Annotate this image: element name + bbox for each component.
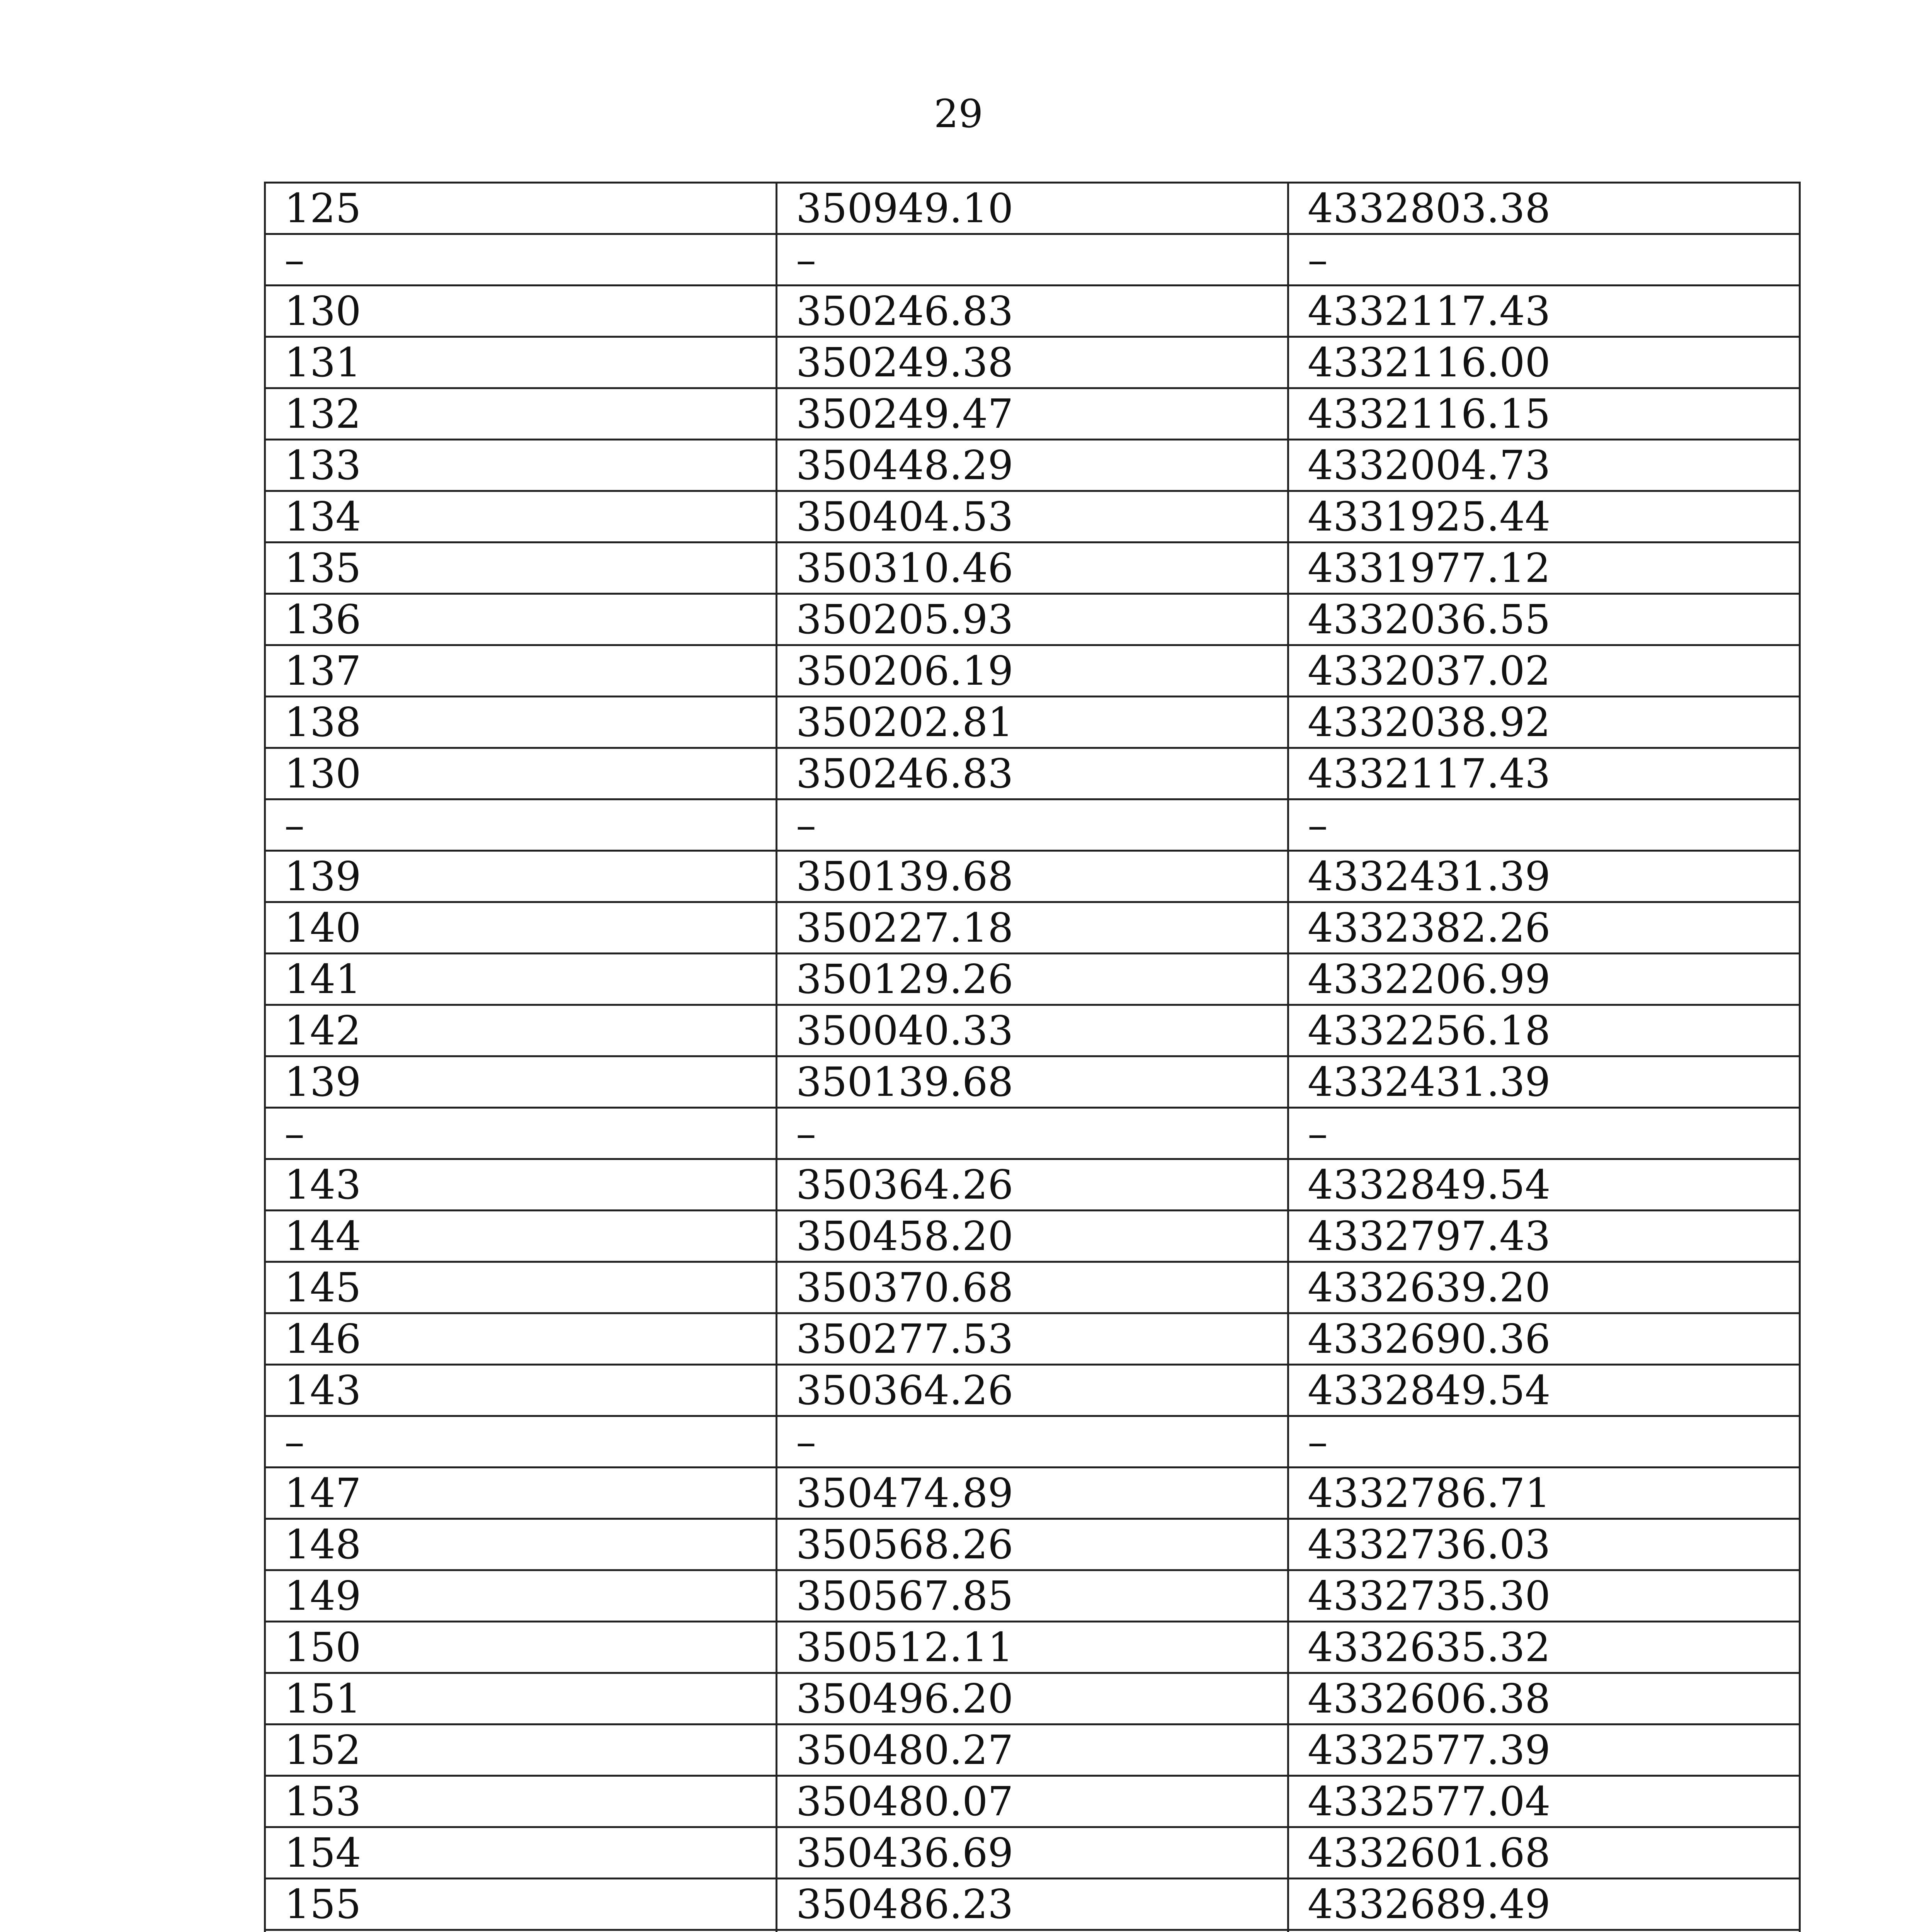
y-coordinate-cell: 4332601.68 [1288,1827,1800,1879]
table-row [265,1313,1800,1365]
y-coordinate-cell: 4332797.43 [1288,1211,1800,1262]
x-coordinate-cell: 350246.83 [777,286,1288,337]
x-coordinate-cell: 350496.20 [777,1673,1288,1725]
x-coordinate-cell: 350512.11 [777,1622,1288,1673]
x-coordinate-cell: 350249.38 [777,337,1288,388]
table-row [265,1776,1800,1827]
point-number-cell: 137 [265,645,777,697]
x-coordinate-cell: 350040.33 [777,1005,1288,1056]
point-number-cell: 135 [265,543,777,594]
table-row [265,1211,1800,1262]
point-number-cell: 134 [265,491,777,543]
y-coordinate-cell: 4332256.18 [1288,1005,1800,1056]
point-number-cell: 153 [265,1776,777,1827]
table-row [265,697,1800,748]
point-number-cell: 144 [265,1211,777,1262]
y-coordinate-cell: 4332206.99 [1288,954,1800,1005]
table-row [265,799,1800,851]
y-coordinate-cell: 4332004.73 [1288,440,1800,491]
point-number-cell: 149 [265,1570,777,1622]
point-number-cell: 130 [265,748,777,799]
x-coordinate-cell: – [777,234,1288,286]
y-coordinate-cell: 4332849.54 [1288,1365,1800,1416]
x-coordinate-cell: 350486.23 [777,1879,1288,1930]
x-coordinate-cell: 350404.53 [777,491,1288,543]
x-coordinate-cell: 350206.19 [777,645,1288,697]
y-coordinate-cell: 4332037.02 [1288,645,1800,697]
point-number-cell: – [265,1108,777,1159]
table-row [265,1519,1800,1570]
point-number-cell: 143 [265,1159,777,1211]
y-coordinate-cell: – [1288,234,1800,286]
y-coordinate-cell: 4332577.04 [1288,1776,1800,1827]
x-coordinate-cell: 350249.47 [777,388,1288,440]
table-row [265,645,1800,697]
y-coordinate-cell: 4332606.38 [1288,1673,1800,1725]
x-coordinate-cell: 350567.85 [777,1570,1288,1622]
point-number-cell [265,1930,777,1932]
table-row [265,1159,1800,1211]
point-number-cell: 155 [265,1879,777,1930]
x-coordinate-cell: 350310.46 [777,543,1288,594]
coordinates-table [264,182,1801,1932]
table-row [265,1262,1800,1313]
point-number-cell: 143 [265,1365,777,1416]
x-coordinate-cell: 350227.18 [777,902,1288,954]
y-coordinate-cell: 4332036.55 [1288,594,1800,645]
point-number-cell: 138 [265,697,777,748]
x-coordinate-cell: – [777,799,1288,851]
x-coordinate-cell: 350568.26 [777,1519,1288,1570]
point-number-cell: 142 [265,1005,777,1056]
table-row [265,388,1800,440]
x-coordinate-cell: 350139.68 [777,1056,1288,1108]
y-coordinate-cell: 4332803.38 [1288,183,1800,234]
table-row [265,1725,1800,1776]
table-row [265,234,1800,286]
point-number-cell: – [265,799,777,851]
table-row [265,1365,1800,1416]
point-number-cell: 146 [265,1313,777,1365]
point-number-cell: – [265,234,777,286]
x-coordinate-cell: 350436.69 [777,1827,1288,1879]
point-number-cell: 145 [265,1262,777,1313]
table-row [265,954,1800,1005]
y-coordinate-cell [1288,1930,1800,1932]
x-coordinate-cell: 350458.20 [777,1211,1288,1262]
table-row [265,491,1800,543]
x-coordinate-cell [777,1930,1288,1932]
y-coordinate-cell: 4332116.00 [1288,337,1800,388]
point-number-cell: 125 [265,183,777,234]
point-number-cell: 141 [265,954,777,1005]
point-number-cell: 148 [265,1519,777,1570]
x-coordinate-cell: – [777,1416,1288,1468]
point-number-cell: 151 [265,1673,777,1725]
y-coordinate-cell: 4332690.36 [1288,1313,1800,1365]
point-number-cell: 130 [265,286,777,337]
x-coordinate-cell: 350364.26 [777,1159,1288,1211]
table-row [265,1056,1800,1108]
point-number-cell: 140 [265,902,777,954]
table-row [265,183,1800,234]
y-coordinate-cell: 4332786.71 [1288,1468,1800,1519]
x-coordinate-cell: 350277.53 [777,1313,1288,1365]
table-row [265,748,1800,799]
point-number-cell: 132 [265,388,777,440]
table-row [265,1622,1800,1673]
table-row [265,1930,1800,1932]
y-coordinate-cell: – [1288,1416,1800,1468]
table-row [265,286,1800,337]
table-row [265,1005,1800,1056]
y-coordinate-cell: 4332736.03 [1288,1519,1800,1570]
x-coordinate-cell: 350139.68 [777,851,1288,902]
y-coordinate-cell: 4332689.49 [1288,1879,1800,1930]
x-coordinate-cell: 350205.93 [777,594,1288,645]
y-coordinate-cell: 4332116.15 [1288,388,1800,440]
table-row [265,543,1800,594]
y-coordinate-cell: 4332577.39 [1288,1725,1800,1776]
point-number-cell: 136 [265,594,777,645]
y-coordinate-cell: 4332431.39 [1288,851,1800,902]
page-number: 29 [934,91,983,136]
table-row [265,1468,1800,1519]
point-number-cell: 147 [265,1468,777,1519]
point-number-cell: – [265,1416,777,1468]
y-coordinate-cell: 4332849.54 [1288,1159,1800,1211]
table-row [265,440,1800,491]
x-coordinate-cell: 350448.29 [777,440,1288,491]
table-row [265,1879,1800,1930]
x-coordinate-cell: 350480.07 [777,1776,1288,1827]
x-coordinate-cell: 350129.26 [777,954,1288,1005]
y-coordinate-cell: 4332117.43 [1288,748,1800,799]
x-coordinate-cell: 350246.83 [777,748,1288,799]
y-coordinate-cell: 4332038.92 [1288,697,1800,748]
table-row [265,1416,1800,1468]
point-number-cell: 131 [265,337,777,388]
y-coordinate-cell: 4331977.12 [1288,543,1800,594]
table-row [265,851,1800,902]
x-coordinate-cell: – [777,1108,1288,1159]
y-coordinate-cell: – [1288,1108,1800,1159]
x-coordinate-cell: 350202.81 [777,697,1288,748]
x-coordinate-cell: 350364.26 [777,1365,1288,1416]
x-coordinate-cell: 350370.68 [777,1262,1288,1313]
x-coordinate-cell: 350480.27 [777,1725,1288,1776]
point-number-cell: 133 [265,440,777,491]
table-row [265,1570,1800,1622]
y-coordinate-cell: 4332431.39 [1288,1056,1800,1108]
table-row [265,337,1800,388]
point-number-cell: 154 [265,1827,777,1879]
table-row [265,902,1800,954]
y-coordinate-cell: 4332639.20 [1288,1262,1800,1313]
y-coordinate-cell: 4332117.43 [1288,286,1800,337]
table-row [265,1108,1800,1159]
coordinates-table-body [265,183,1800,1932]
table-row [265,1673,1800,1725]
y-coordinate-cell: 4332635.32 [1288,1622,1800,1673]
y-coordinate-cell: 4331925.44 [1288,491,1800,543]
y-coordinate-cell: – [1288,799,1800,851]
y-coordinate-cell: 4332382.26 [1288,902,1800,954]
table-row [265,594,1800,645]
point-number-cell: 152 [265,1725,777,1776]
point-number-cell: 139 [265,1056,777,1108]
point-number-cell: 139 [265,851,777,902]
table-row [265,1827,1800,1879]
x-coordinate-cell: 350949.10 [777,183,1288,234]
point-number-cell: 150 [265,1622,777,1673]
y-coordinate-cell: 4332735.30 [1288,1570,1800,1622]
x-coordinate-cell: 350474.89 [777,1468,1288,1519]
